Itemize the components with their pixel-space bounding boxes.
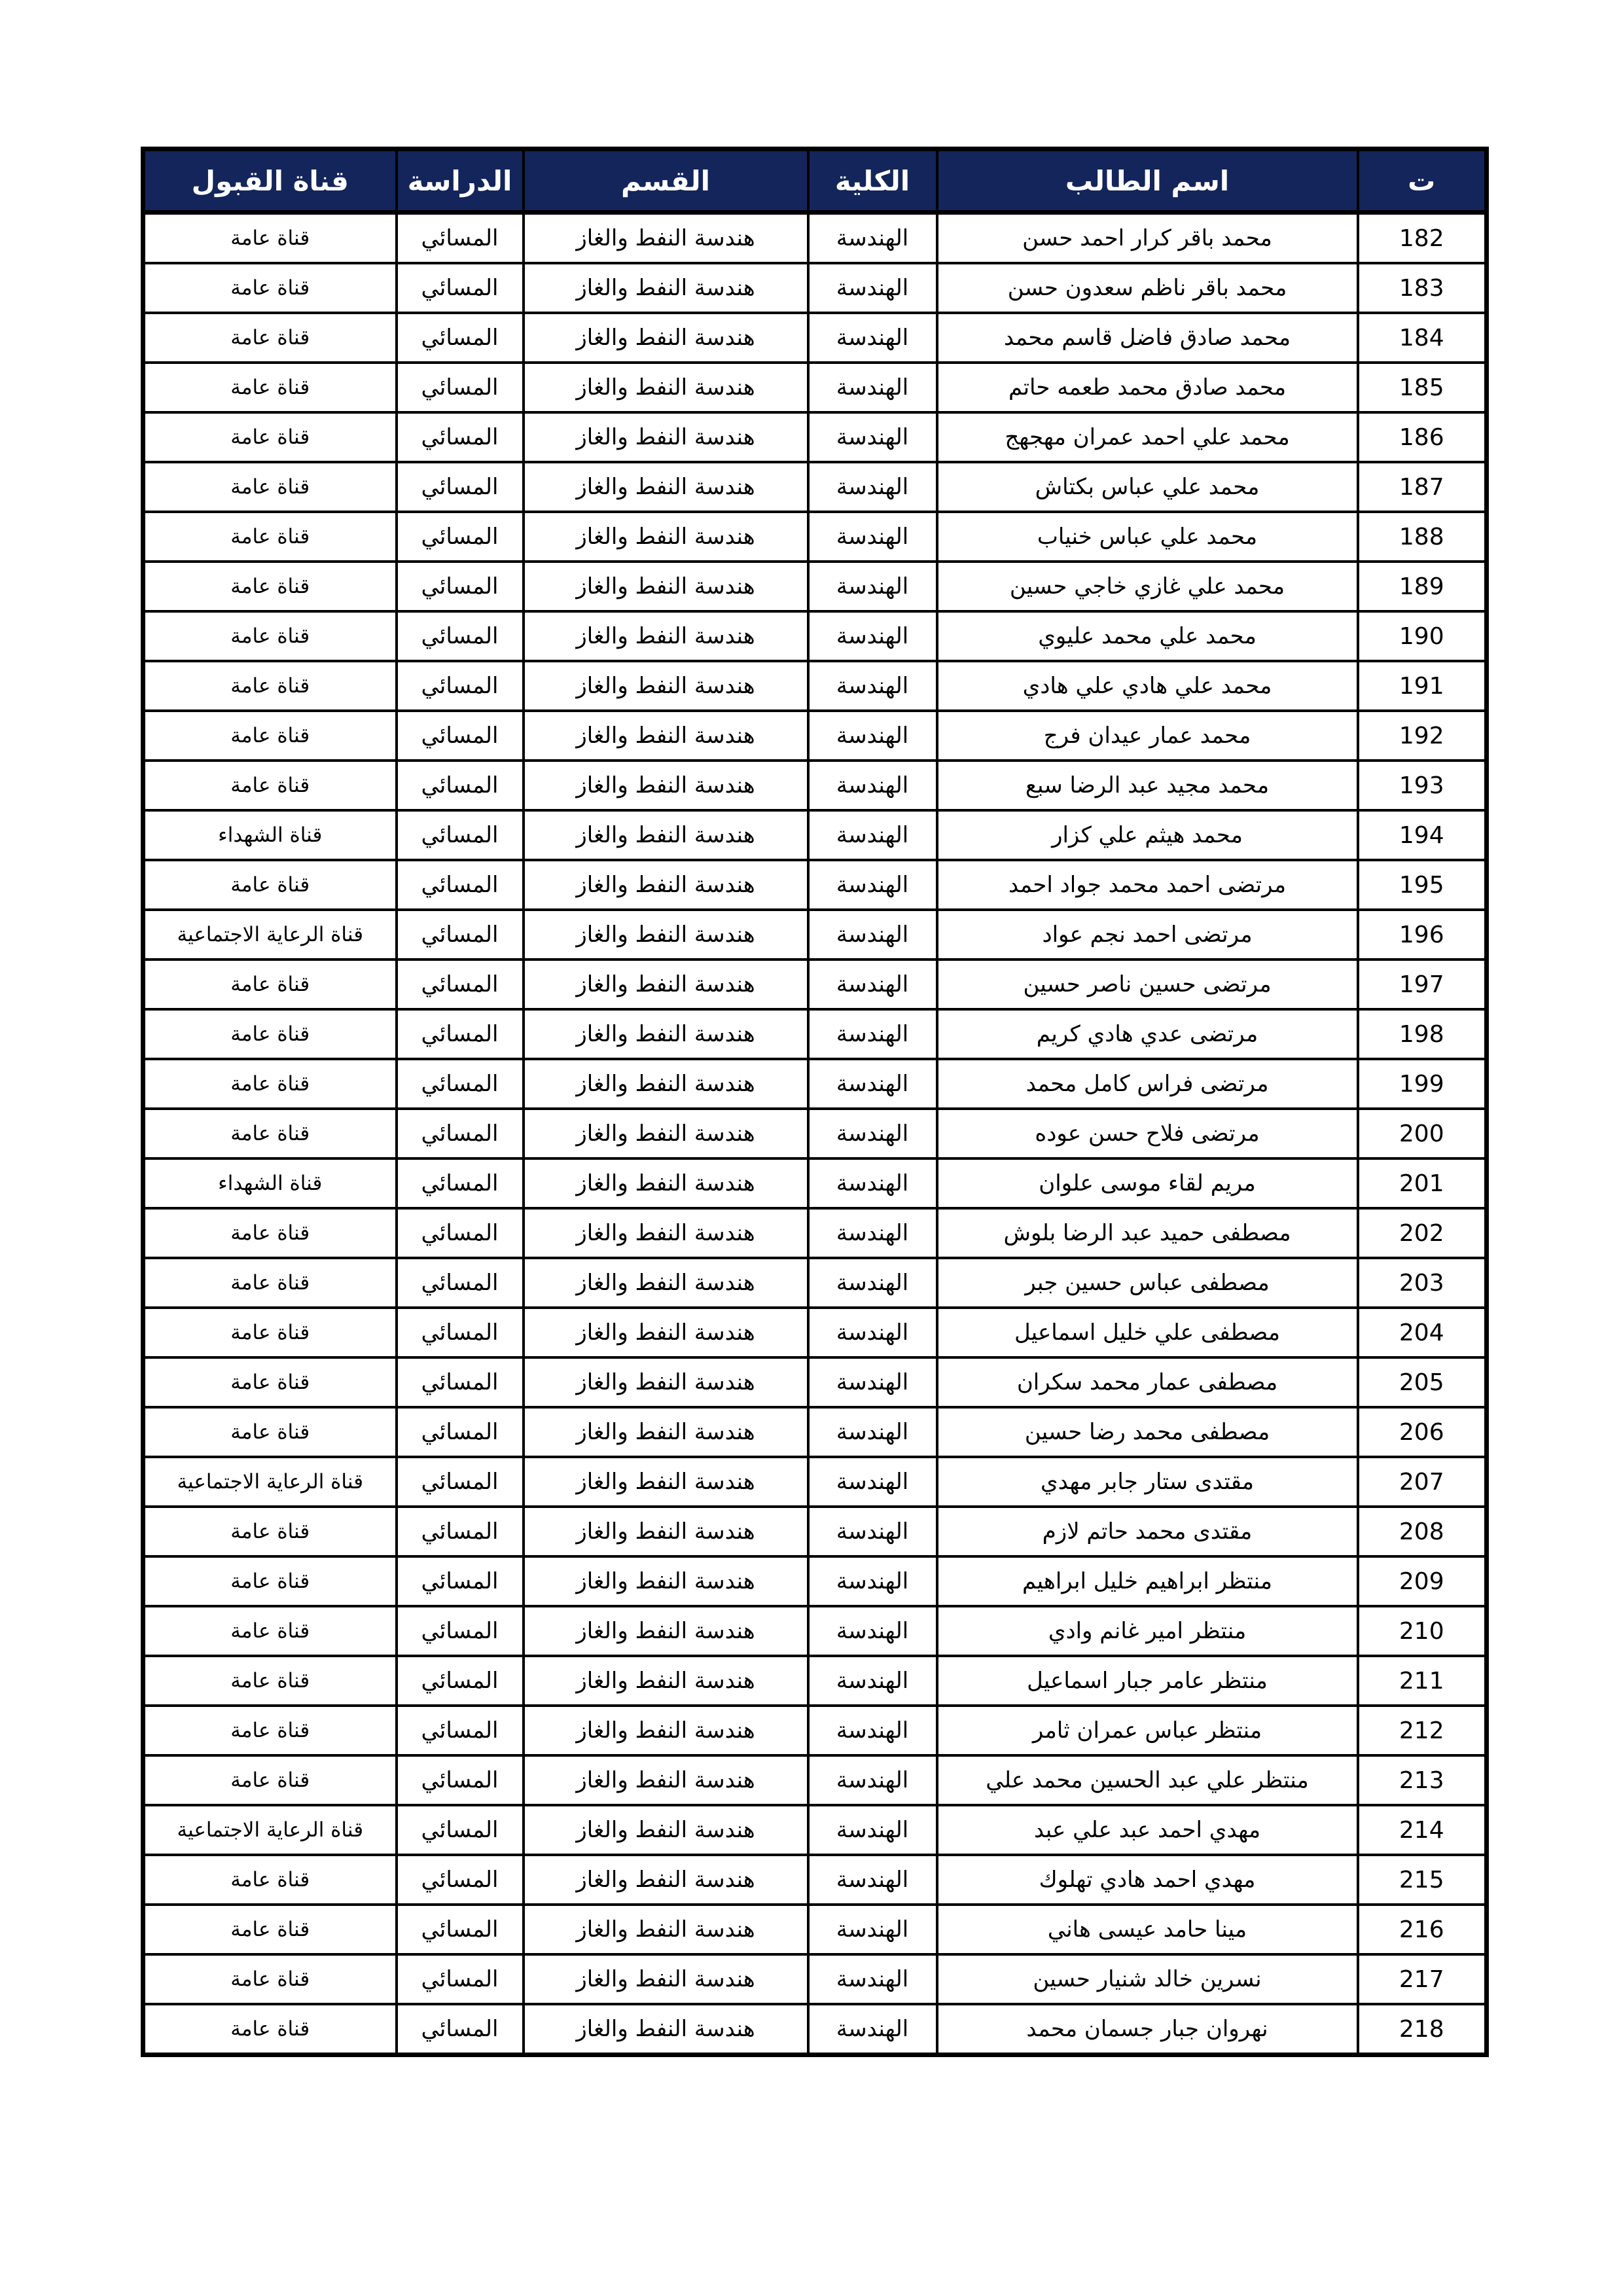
table-row — [143, 1158, 1487, 1208]
cell-index: 208 — [1358, 1507, 1487, 1556]
cell-study: المسائي — [397, 810, 524, 860]
cell-index: 209 — [1358, 1556, 1487, 1606]
cell-student-name: مصطفى عمار محمد سكران — [937, 1357, 1358, 1407]
cell-admission-channel: قناة الشهداء — [143, 1158, 397, 1208]
table-row — [143, 363, 1487, 412]
cell-index: 207 — [1358, 1457, 1487, 1507]
cell-college: الهندسة — [808, 462, 937, 512]
cell-department: هندسة النفط والغاز — [524, 462, 808, 512]
table-row — [143, 562, 1487, 611]
cell-college: الهندسة — [808, 810, 937, 860]
cell-admission-channel: قناة عامة — [143, 761, 397, 810]
cell-study: المسائي — [397, 1855, 524, 1905]
cell-department: هندسة النفط والغاز — [524, 1855, 808, 1905]
cell-student-name: مصطفى علي خليل اسماعيل — [937, 1308, 1358, 1357]
cell-study: المسائي — [397, 1357, 524, 1407]
cell-student-name: مرتضى احمد نجم عواد — [937, 910, 1358, 960]
table-row — [143, 1755, 1487, 1805]
cell-admission-channel: قناة عامة — [143, 960, 397, 1009]
cell-index: 185 — [1358, 363, 1487, 412]
cell-department: هندسة النفط والغاز — [524, 313, 808, 363]
table-row — [143, 810, 1487, 860]
cell-college: الهندسة — [808, 1656, 937, 1706]
cell-study: المسائي — [397, 1656, 524, 1706]
cell-index: 201 — [1358, 1158, 1487, 1208]
cell-admission-channel: قناة عامة — [143, 2004, 397, 2055]
cell-study: المسائي — [397, 313, 524, 363]
cell-study: المسائي — [397, 213, 524, 264]
table-row — [143, 1556, 1487, 1606]
cell-study: المسائي — [397, 1805, 524, 1855]
cell-department: هندسة النفط والغاز — [524, 1556, 808, 1606]
cell-college: الهندسة — [808, 860, 937, 910]
cell-student-name: مريم لقاء موسى علوان — [937, 1158, 1358, 1208]
cell-index: 216 — [1358, 1905, 1487, 1954]
cell-index: 217 — [1358, 1954, 1487, 2004]
cell-department: هندسة النفط والغاز — [524, 1457, 808, 1507]
cell-college: الهندسة — [808, 1855, 937, 1905]
cell-student-name: محمد علي احمد عمران مهجهج — [937, 412, 1358, 462]
table-row — [143, 1805, 1487, 1855]
cell-study: المسائي — [397, 512, 524, 562]
cell-department: هندسة النفط والغاز — [524, 1357, 808, 1407]
cell-index: 188 — [1358, 512, 1487, 562]
table-row — [143, 1308, 1487, 1357]
cell-department: هندسة النفط والغاز — [524, 1954, 808, 2004]
cell-admission-channel: قناة عامة — [143, 1656, 397, 1706]
cell-study: المسائي — [397, 1755, 524, 1805]
cell-department: هندسة النفط والغاز — [524, 1755, 808, 1805]
table-row — [143, 1457, 1487, 1507]
cell-study: المسائي — [397, 1706, 524, 1755]
cell-study: المسائي — [397, 960, 524, 1009]
table-row — [143, 213, 1487, 264]
cell-college: الهندسة — [808, 1507, 937, 1556]
cell-index: 215 — [1358, 1855, 1487, 1905]
cell-student-name: مقتدى ستار جابر مهدي — [937, 1457, 1358, 1507]
cell-study: المسائي — [397, 661, 524, 711]
cell-admission-channel: قناة عامة — [143, 313, 397, 363]
cell-admission-channel: قناة عامة — [143, 1905, 397, 1954]
cell-college: الهندسة — [808, 412, 937, 462]
col-header-admission-channel: قناة القبول — [143, 149, 397, 213]
cell-index: 196 — [1358, 910, 1487, 960]
table-row — [143, 313, 1487, 363]
table-row — [143, 1407, 1487, 1457]
cell-student-name: محمد علي عباس بكتاش — [937, 462, 1358, 512]
cell-student-name: مرتضى احمد محمد جواد احمد — [937, 860, 1358, 910]
cell-student-name: محمد باقر كرار احمد حسن — [937, 213, 1358, 264]
table-row — [143, 1954, 1487, 2004]
cell-admission-channel: قناة الرعاية الاجتماعية — [143, 1457, 397, 1507]
cell-index: 183 — [1358, 263, 1487, 313]
cell-study: المسائي — [397, 2004, 524, 2055]
cell-admission-channel: قناة الرعاية الاجتماعية — [143, 1805, 397, 1855]
cell-study: المسائي — [397, 263, 524, 313]
cell-college: الهندسة — [808, 1457, 937, 1507]
cell-study: المسائي — [397, 910, 524, 960]
cell-student-name: مصطفى حميد عبد الرضا بلوش — [937, 1208, 1358, 1258]
table-row — [143, 263, 1487, 313]
table-row — [143, 1606, 1487, 1656]
cell-index: 211 — [1358, 1656, 1487, 1706]
cell-department: هندسة النفط والغاز — [524, 1258, 808, 1308]
col-header-index: ت — [1358, 149, 1487, 213]
cell-admission-channel: قناة عامة — [143, 1954, 397, 2004]
cell-student-name: محمد علي هادي علي هادي — [937, 661, 1358, 711]
cell-college: الهندسة — [808, 1905, 937, 1954]
col-header-study: الدراسة — [397, 149, 524, 213]
cell-index: 193 — [1358, 761, 1487, 810]
col-header-department: القسم — [524, 149, 808, 213]
cell-admission-channel: قناة عامة — [143, 1855, 397, 1905]
cell-admission-channel: قناة عامة — [143, 1308, 397, 1357]
cell-index: 202 — [1358, 1208, 1487, 1258]
cell-admission-channel: قناة عامة — [143, 1755, 397, 1805]
cell-department: هندسة النفط والغاز — [524, 661, 808, 711]
cell-admission-channel: قناة عامة — [143, 661, 397, 711]
cell-admission-channel: قناة الرعاية الاجتماعية — [143, 910, 397, 960]
cell-admission-channel: قناة عامة — [143, 1258, 397, 1308]
cell-study: المسائي — [397, 1905, 524, 1954]
cell-student-name: محمد علي غازي خاجي حسين — [937, 562, 1358, 611]
cell-index: 206 — [1358, 1407, 1487, 1457]
cell-study: المسائي — [397, 363, 524, 412]
cell-index: 189 — [1358, 562, 1487, 611]
cell-index: 204 — [1358, 1308, 1487, 1357]
cell-study: المسائي — [397, 611, 524, 661]
cell-department: هندسة النفط والغاز — [524, 960, 808, 1009]
cell-department: هندسة النفط والغاز — [524, 363, 808, 412]
table-row — [143, 860, 1487, 910]
cell-study: المسائي — [397, 1158, 524, 1208]
cell-student-name: مينا حامد عيسى هاني — [937, 1905, 1358, 1954]
table-row — [143, 711, 1487, 761]
cell-department: هندسة النفط والغاز — [524, 1208, 808, 1258]
cell-student-name: منتظر علي عبد الحسين محمد علي — [937, 1755, 1358, 1805]
cell-department: هندسة النفط والغاز — [524, 412, 808, 462]
cell-admission-channel: قناة عامة — [143, 1109, 397, 1158]
cell-admission-channel: قناة عامة — [143, 1357, 397, 1407]
cell-student-name: منتظر امير غانم وادي — [937, 1606, 1358, 1656]
cell-study: المسائي — [397, 1457, 524, 1507]
cell-admission-channel: قناة عامة — [143, 462, 397, 512]
cell-admission-channel: قناة عامة — [143, 263, 397, 313]
cell-department: هندسة النفط والغاز — [524, 562, 808, 611]
cell-study: المسائي — [397, 1258, 524, 1308]
cell-study: المسائي — [397, 1606, 524, 1656]
col-header-student-name: اسم الطالب — [937, 149, 1358, 213]
cell-student-name: مهدي احمد هادي تهلوك — [937, 1855, 1358, 1905]
cell-index: 197 — [1358, 960, 1487, 1009]
cell-department: هندسة النفط والغاز — [524, 611, 808, 661]
cell-admission-channel: قناة عامة — [143, 363, 397, 412]
cell-index: 213 — [1358, 1755, 1487, 1805]
cell-index: 199 — [1358, 1059, 1487, 1109]
cell-student-name: مهدي احمد عبد علي عبد — [937, 1805, 1358, 1855]
cell-study: المسائي — [397, 1208, 524, 1258]
cell-college: الهندسة — [808, 1606, 937, 1656]
cell-admission-channel: قناة الشهداء — [143, 810, 397, 860]
cell-index: 182 — [1358, 213, 1487, 264]
cell-study: المسائي — [397, 1954, 524, 2004]
table-row — [143, 761, 1487, 810]
cell-admission-channel: قناة عامة — [143, 1507, 397, 1556]
cell-admission-channel: قناة عامة — [143, 611, 397, 661]
table-row — [143, 661, 1487, 711]
cell-student-name: مرتضى فلاح حسن عوده — [937, 1109, 1358, 1158]
cell-college: الهندسة — [808, 363, 937, 412]
table-body — [143, 213, 1487, 2055]
table-row — [143, 1855, 1487, 1905]
cell-student-name: مرتضى فراس كامل محمد — [937, 1059, 1358, 1109]
cell-college: الهندسة — [808, 1954, 937, 2004]
cell-student-name: محمد علي محمد عليوي — [937, 611, 1358, 661]
cell-student-name: منتظر عامر جبار اسماعيل — [937, 1656, 1358, 1706]
table-row — [143, 1258, 1487, 1308]
table-row — [143, 512, 1487, 562]
cell-department: هندسة النفط والغاز — [524, 1805, 808, 1855]
cell-college: الهندسة — [808, 611, 937, 661]
cell-index: 205 — [1358, 1357, 1487, 1407]
cell-index: 214 — [1358, 1805, 1487, 1855]
cell-student-name: محمد هيثم علي كزار — [937, 810, 1358, 860]
cell-department: هندسة النفط والغاز — [524, 1507, 808, 1556]
cell-department: هندسة النفط والغاز — [524, 910, 808, 960]
cell-admission-channel: قناة عامة — [143, 1556, 397, 1606]
table-row — [143, 462, 1487, 512]
cell-college: الهندسة — [808, 1357, 937, 1407]
cell-college: الهندسة — [808, 761, 937, 810]
table-row — [143, 1357, 1487, 1407]
cell-index: 195 — [1358, 860, 1487, 910]
cell-college: الهندسة — [808, 313, 937, 363]
cell-student-name: محمد صادق محمد طعمه حاتم — [937, 363, 1358, 412]
cell-study: المسائي — [397, 1059, 524, 1109]
cell-study: المسائي — [397, 562, 524, 611]
cell-index: 198 — [1358, 1009, 1487, 1059]
cell-college: الهندسة — [808, 1009, 937, 1059]
cell-student-name: منتظر عباس عمران ثامر — [937, 1706, 1358, 1755]
cell-department: هندسة النفط والغاز — [524, 1109, 808, 1158]
cell-student-name: منتظر ابراهيم خليل ابراهيم — [937, 1556, 1358, 1606]
table-row — [143, 412, 1487, 462]
cell-department: هندسة النفط والغاز — [524, 1407, 808, 1457]
cell-student-name: محمد مجيد عبد الرضا سبع — [937, 761, 1358, 810]
cell-admission-channel: قناة عامة — [143, 1606, 397, 1656]
cell-student-name: مقتدى محمد حاتم لازم — [937, 1507, 1358, 1556]
table-row — [143, 1109, 1487, 1158]
cell-study: المسائي — [397, 1507, 524, 1556]
cell-admission-channel: قناة عامة — [143, 213, 397, 264]
table-row — [143, 1656, 1487, 1706]
cell-college: الهندسة — [808, 1158, 937, 1208]
cell-admission-channel: قناة عامة — [143, 412, 397, 462]
cell-student-name: محمد صادق فاضل قاسم محمد — [937, 313, 1358, 363]
cell-admission-channel: قناة عامة — [143, 1009, 397, 1059]
cell-student-name: مرتضى عدي هادي كريم — [937, 1009, 1358, 1059]
cell-student-name: محمد باقر ناظم سعدون حسن — [937, 263, 1358, 313]
cell-college: الهندسة — [808, 1407, 937, 1457]
table-row — [143, 2004, 1487, 2055]
cell-college: الهندسة — [808, 1805, 937, 1855]
cell-department: هندسة النفط والغاز — [524, 1009, 808, 1059]
cell-index: 194 — [1358, 810, 1487, 860]
cell-college: الهندسة — [808, 1706, 937, 1755]
cell-student-name: نهروان جبار جسمان محمد — [937, 2004, 1358, 2055]
cell-department: هندسة النفط والغاز — [524, 1905, 808, 1954]
students-table — [141, 147, 1489, 2057]
cell-student-name: مصطفى محمد رضا حسين — [937, 1407, 1358, 1457]
cell-index: 190 — [1358, 611, 1487, 661]
cell-index: 192 — [1358, 711, 1487, 761]
cell-college: الهندسة — [808, 910, 937, 960]
cell-index: 191 — [1358, 661, 1487, 711]
cell-study: المسائي — [397, 761, 524, 810]
header-row — [143, 149, 1487, 213]
cell-department: هندسة النفط والغاز — [524, 263, 808, 313]
cell-department: هندسة النفط والغاز — [524, 1158, 808, 1208]
table-row — [143, 960, 1487, 1009]
cell-college: الهندسة — [808, 1059, 937, 1109]
cell-index: 186 — [1358, 412, 1487, 462]
table-row — [143, 1706, 1487, 1755]
cell-admission-channel: قناة عامة — [143, 1706, 397, 1755]
cell-admission-channel: قناة عامة — [143, 1208, 397, 1258]
cell-study: المسائي — [397, 412, 524, 462]
cell-college: الهندسة — [808, 2004, 937, 2055]
cell-index: 203 — [1358, 1258, 1487, 1308]
cell-college: الهندسة — [808, 263, 937, 313]
cell-department: هندسة النفط والغاز — [524, 810, 808, 860]
cell-study: المسائي — [397, 1009, 524, 1059]
cell-study: المسائي — [397, 1308, 524, 1357]
cell-student-name: نسرين خالد شنيار حسين — [937, 1954, 1358, 2004]
cell-index: 200 — [1358, 1109, 1487, 1158]
cell-student-name: مصطفى عباس حسين جبر — [937, 1258, 1358, 1308]
cell-department: هندسة النفط والغاز — [524, 1706, 808, 1755]
cell-index: 187 — [1358, 462, 1487, 512]
table-row — [143, 1507, 1487, 1556]
cell-admission-channel: قناة عامة — [143, 1059, 397, 1109]
cell-college: الهندسة — [808, 1208, 937, 1258]
table-row — [143, 1905, 1487, 1954]
cell-study: المسائي — [397, 462, 524, 512]
cell-study: المسائي — [397, 1556, 524, 1606]
cell-study: المسائي — [397, 1407, 524, 1457]
cell-department: هندسة النفط والغاز — [524, 1606, 808, 1656]
cell-college: الهندسة — [808, 1258, 937, 1308]
cell-college: الهندسة — [808, 213, 937, 264]
cell-student-name: مرتضى حسين ناصر حسين — [937, 960, 1358, 1009]
cell-college: الهندسة — [808, 1308, 937, 1357]
cell-admission-channel: قناة عامة — [143, 711, 397, 761]
cell-study: المسائي — [397, 860, 524, 910]
cell-admission-channel: قناة عامة — [143, 860, 397, 910]
cell-college: الهندسة — [808, 711, 937, 761]
cell-department: هندسة النفط والغاز — [524, 1308, 808, 1357]
cell-college: الهندسة — [808, 562, 937, 611]
cell-admission-channel: قناة عامة — [143, 562, 397, 611]
cell-index: 210 — [1358, 1606, 1487, 1656]
cell-college: الهندسة — [808, 1755, 937, 1805]
cell-student-name: محمد عمار عيدان فرج — [937, 711, 1358, 761]
cell-admission-channel: قناة عامة — [143, 512, 397, 562]
cell-department: هندسة النفط والغاز — [524, 761, 808, 810]
cell-department: هندسة النفط والغاز — [524, 2004, 808, 2055]
table-row — [143, 1059, 1487, 1109]
cell-college: الهندسة — [808, 661, 937, 711]
cell-college: الهندسة — [808, 512, 937, 562]
cell-index: 212 — [1358, 1706, 1487, 1755]
table-row — [143, 910, 1487, 960]
cell-study: المسائي — [397, 711, 524, 761]
cell-student-name: محمد علي عباس خنياب — [937, 512, 1358, 562]
cell-department: هندسة النفط والغاز — [524, 512, 808, 562]
cell-department: هندسة النفط والغاز — [524, 711, 808, 761]
cell-study: المسائي — [397, 1109, 524, 1158]
cell-index: 184 — [1358, 313, 1487, 363]
cell-college: الهندسة — [808, 960, 937, 1009]
cell-college: الهندسة — [808, 1556, 937, 1606]
cell-department: هندسة النفط والغاز — [524, 1059, 808, 1109]
cell-index: 218 — [1358, 2004, 1487, 2055]
cell-department: هندسة النفط والغاز — [524, 860, 808, 910]
cell-admission-channel: قناة عامة — [143, 1407, 397, 1457]
cell-department: هندسة النفط والغاز — [524, 213, 808, 264]
col-header-college: الكلية — [808, 149, 937, 213]
cell-department: هندسة النفط والغاز — [524, 1656, 808, 1706]
table-row — [143, 611, 1487, 661]
table-row — [143, 1208, 1487, 1258]
table-row — [143, 1009, 1487, 1059]
cell-college: الهندسة — [808, 1109, 937, 1158]
